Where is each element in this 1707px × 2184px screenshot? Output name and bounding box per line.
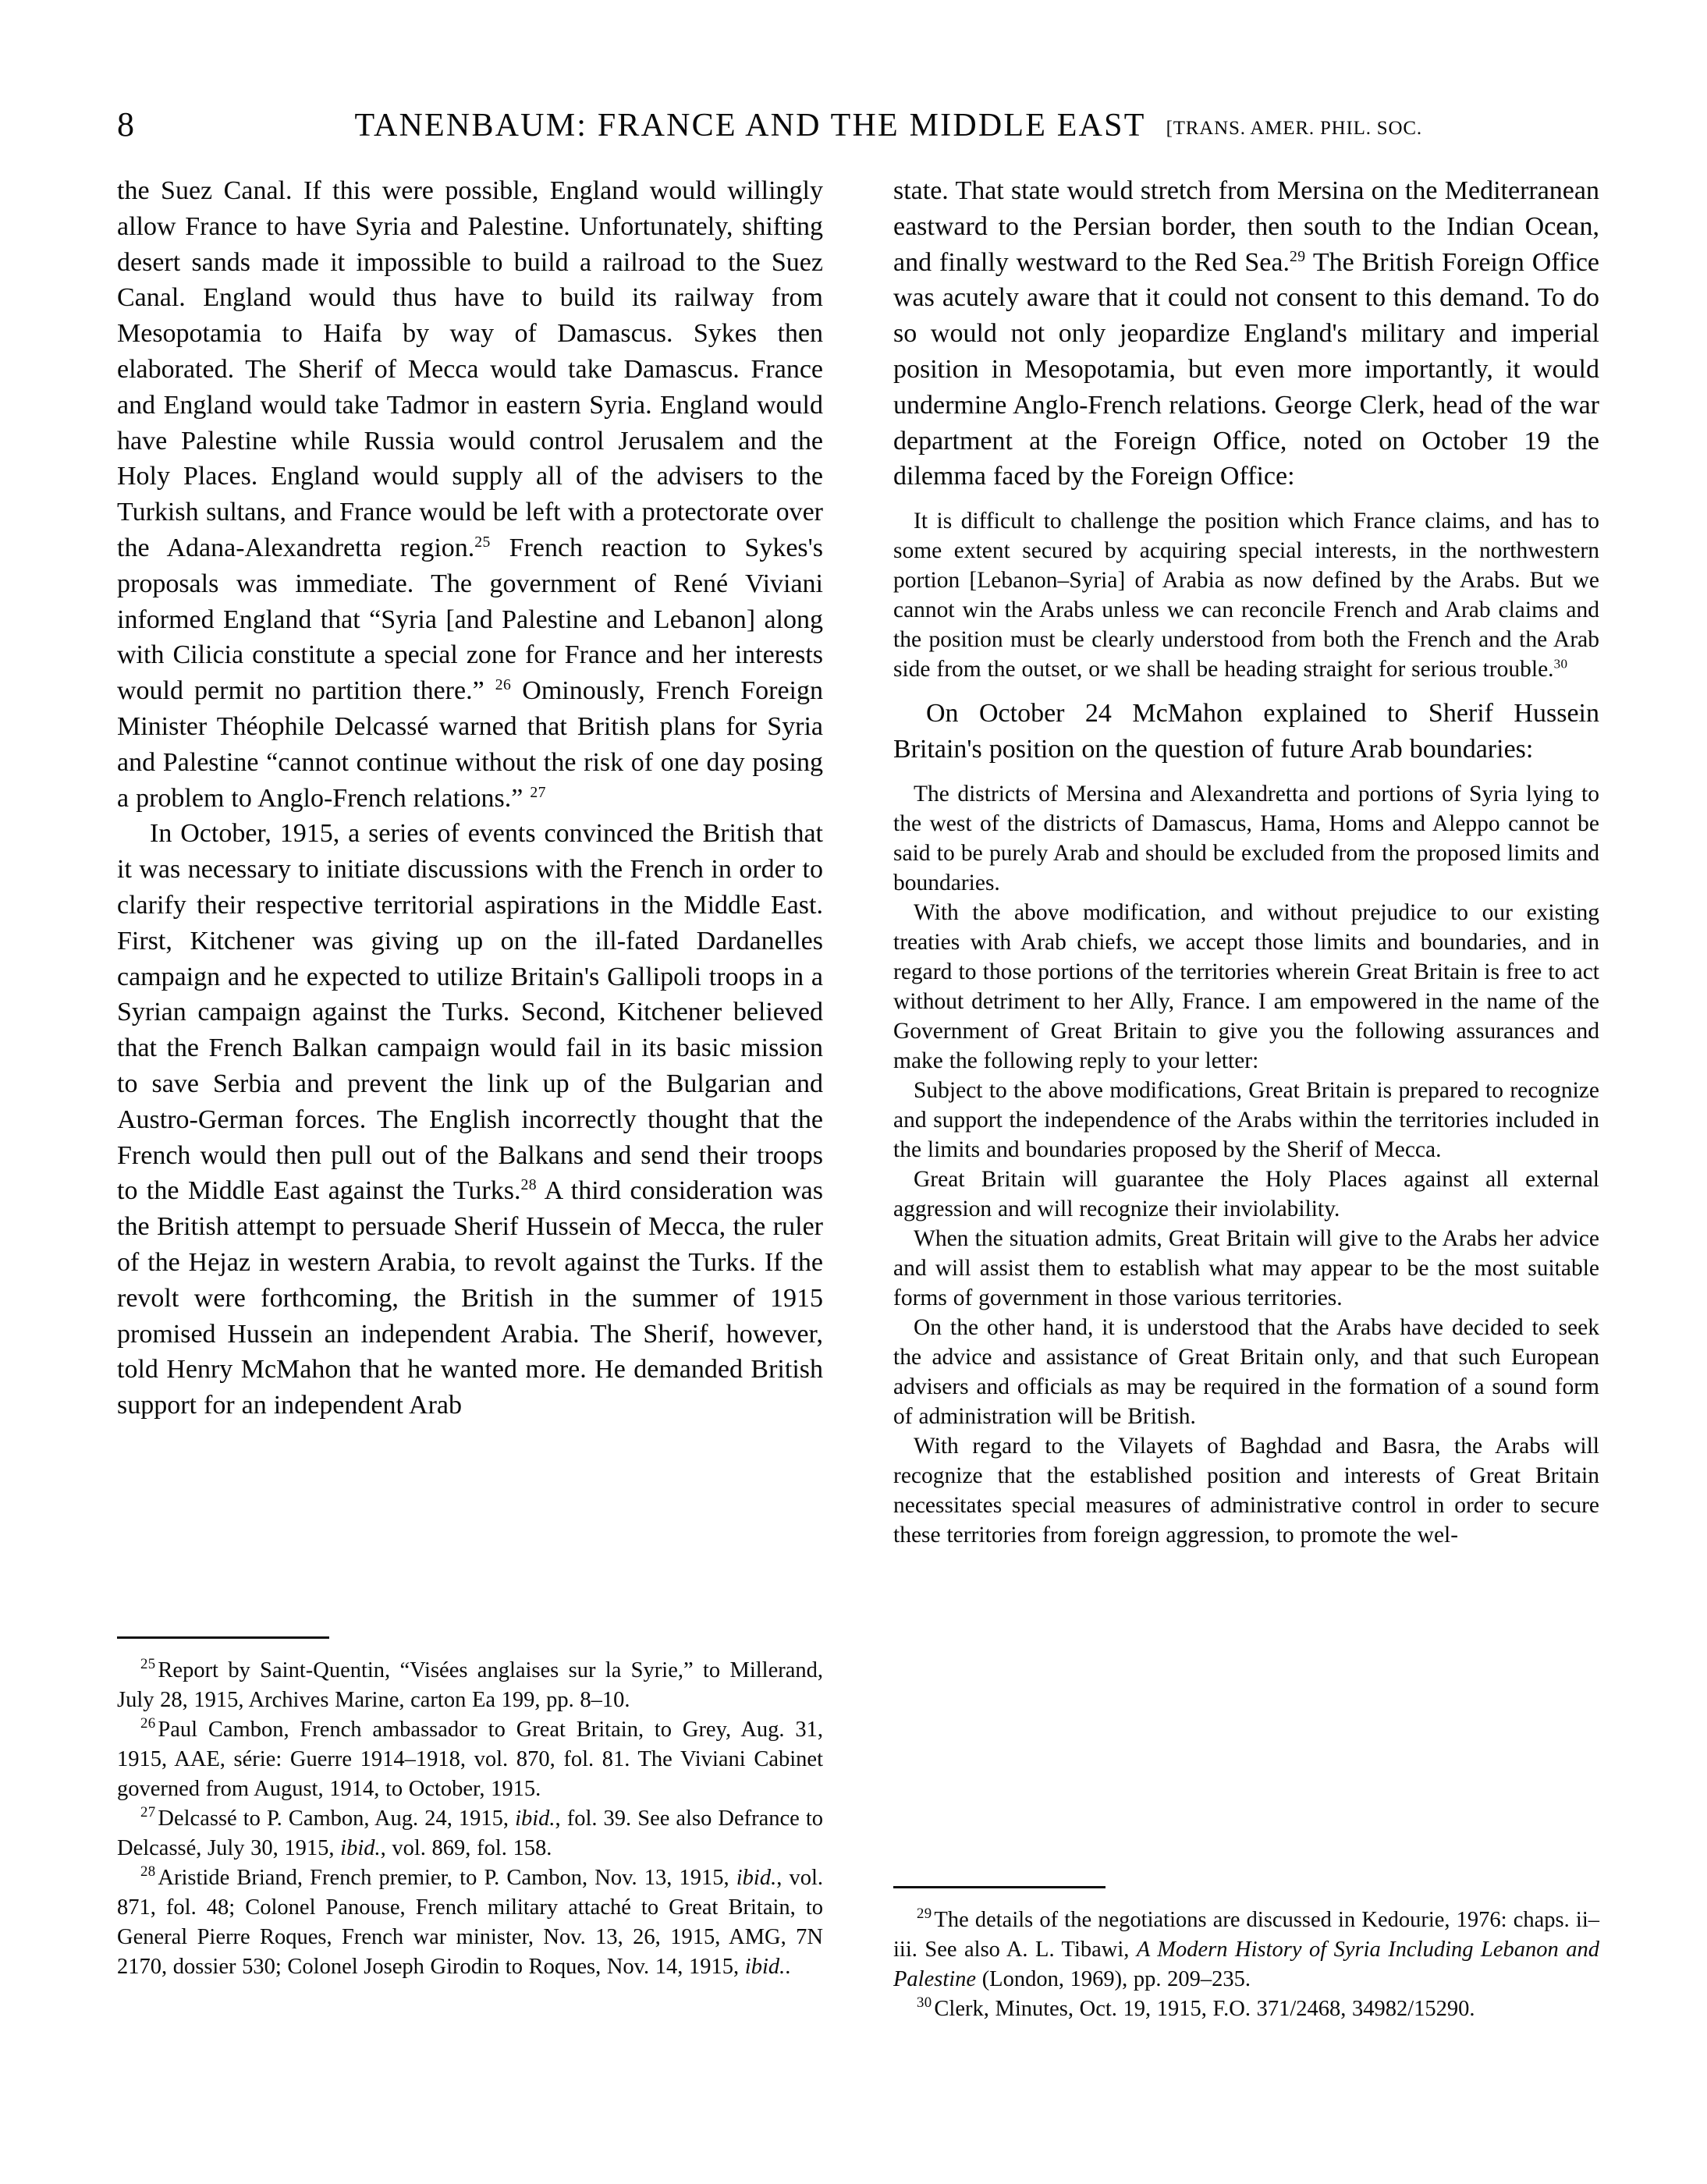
running-title: TANENBAUM: FRANCE AND THE MIDDLE EAST xyxy=(354,108,1146,144)
quote-text xyxy=(893,506,1599,684)
footnote-ref-30[interactable]: 30 xyxy=(1553,656,1568,672)
footnote-text: Paul Cambon, French ambassador to Great Britain, to Grey, Aug. 31, 1915, AAE, série: Guerre 1914–1918, vol. 870, fol. 81. The Viviani Cabinet governed from August, 1914, to October, 1915. xyxy=(117,1718,823,1801)
footnote-italic-text: ibid. xyxy=(515,1806,555,1831)
footnote-27 xyxy=(117,1804,823,1863)
footnote-text: Aristide Briand, French premier, to P. Cambon, Nov. 13, 1915, xyxy=(158,1866,736,1890)
footnote-italic-text: ibid. xyxy=(736,1866,777,1890)
footnote-ref-28[interactable]: 28 xyxy=(520,1176,538,1194)
footnote-number: 26 xyxy=(140,1715,156,1732)
block-quote-mcmahon-letter xyxy=(893,779,1599,1550)
footnote-text: , fol. 39. See also Defrance to Delcassé, July 30, 1915, xyxy=(117,1806,823,1860)
paragraph-text: The British Foreign Office was acutely aware that it could not consent to this demand. To do so would not only jeopardize England's military and imperial position in Mesopotamia, but even more importantly, it would undermine Anglo-French relations. George Clerk, head of the war department at the Foreign Office, noted on October 19 the dilemma faced by the Foreign Office: xyxy=(893,247,1599,491)
footnote-number: 28 xyxy=(140,1863,156,1881)
footnotes-right-column xyxy=(893,1886,1599,2024)
footnote-italic-text: ibid. xyxy=(340,1836,381,1860)
paragraph-text: state. That state would stretch from Mersina on the Mediterranean eastward to the Persian border, then south to the Indian Ocean, and finally westward to the Red Sea. xyxy=(893,176,1599,277)
footnote-text: The details of the negotiations are discussed in Kedourie, 1976: chaps. ii–iii. See also A. L. Tibawi, xyxy=(893,1908,1599,1962)
quote-paragraph: With regard to the Vilayets of Baghdad and Basra, the Arabs will recognize that the established position and interests of Great Britain necessitates special measures of administrative control in order to secure these territories from foreign aggression, to promote the wel- xyxy=(893,1433,1599,1548)
footnote-number: 27 xyxy=(140,1804,156,1821)
quote-paragraph: On the other hand, it is understood that the Arabs have decided to seek the advice and assistance of Great Britain only, and that such European advisers and officials as may be required in the formation of a sound form of administration will be British. xyxy=(893,1314,1599,1429)
footnote-text: , vol. 871, fol. 48; Colonel Panouse, French military attaché to Great Britain, to General Pierre Roques, French war minister, Nov. 13, 26, 1915, AMG, 7N 2170, dossier 530; Colonel Joseph Girodin to Roques, Nov. 14, 1915, xyxy=(117,1866,823,1979)
footnote-28 xyxy=(117,1863,823,1982)
footnote-text: Report by Saint-Quentin, “Visées anglaises sur la Syrie,” to Millerand, July 28, 1915, Archives Marine, carton Ea 199, pp. 8–10. xyxy=(117,1658,823,1712)
footnote-text: , vol. 869, fol. 158. xyxy=(380,1836,552,1860)
quote-paragraph: With the above modification, and without prejudice to our existing treaties with Arab chiefs, we accept those limits and boundaries, and in regard to those portions of the territories wherein Great Britain is free to act without detriment to her Ally, France. I am empowered in the name of the Government of Great Britain to give you the following assurances and make the following reply to your letter: xyxy=(893,899,1599,1073)
journal-citation: [TRANS. AMER. PHIL. SOC. xyxy=(1166,118,1422,139)
paragraph xyxy=(117,173,823,816)
footnote-number: 29 xyxy=(917,1906,932,1923)
footnote-number: 25 xyxy=(140,1656,156,1673)
paragraph-text: Ominously, French Foreign Minister Théophile Delcassé warned that British plans for Syria and Palestine “cannot continue without the risk of one day posing a problem to Anglo-French relations.” xyxy=(117,676,823,813)
paragraph xyxy=(117,816,823,1424)
footnote-number: 30 xyxy=(917,1994,932,2012)
quote-paragraph: Subject to the above modifications, Great Britain is prepared to recognize and support the independence of the Arabs within the territories included in the limits and boundaries proposed by the Sherif of Mecca. xyxy=(893,1077,1599,1162)
quote-body: It is difficult to challenge the position which France claims, and has to some extent secured by acquiring special interests, in the northwestern portion [Lebanon–Syria] of Arabia as now defined by the Arabs. But we cannot win the Arabs unless we can reconcile French and Arab claims and the position must be clearly understood from both the French and the Arab side from the outset, or we shall be heading straight for serious trouble. xyxy=(893,509,1599,682)
footnote-29 xyxy=(893,1906,1599,1994)
footnote-text: (London, 1969), pp. 209–235. xyxy=(976,1967,1251,1991)
left-column xyxy=(117,173,823,1550)
footnote-italic-text: A Modern History of Syria Including Lebanon and Palestine xyxy=(893,1938,1599,1991)
footnotes-left-column xyxy=(117,1636,823,1982)
paragraph xyxy=(893,173,1599,495)
footnote-text: Delcassé to P. Cambon, Aug. 24, 1915, xyxy=(158,1806,516,1831)
footnote-text: Clerk, Minutes, Oct. 19, 1915, F.O. 371/2468, 34982/15290. xyxy=(934,1997,1475,2021)
body-columns xyxy=(117,173,1599,1550)
footnote-list xyxy=(117,1656,823,1982)
footnote-30 xyxy=(893,1994,1599,2024)
paragraph: On October 24 McMahon explained to Sherif Hussein Britain's position on the question of future Arab boundaries: xyxy=(893,699,1599,764)
paragraph-text: French reaction to Sykes's proposals was immediate. The government of René Viviani informed England that “Syria [and Palestine and Lebanon] along with Cilicia constitute a special zone for France and her interests would permit no partition there.” xyxy=(117,533,824,706)
footnote-ref-29[interactable]: 29 xyxy=(1290,247,1306,265)
footnote-text: . xyxy=(785,1955,791,1979)
footnote-ref-26[interactable]: 26 xyxy=(495,675,512,693)
footnote-list xyxy=(893,1906,1599,2024)
paragraph-text: A third consideration was the British attempt to persuade Sherif Hussein of Mecca, the ruler of the Hejaz in western Arabia, to revolt against the Turks. If the revolt were forthcoming, the British in the summer of 1915 promised Hussein an independent Arabia. The Sherif, however, told Henry McMahon that he wanted more. He demanded British support for an independent Arab xyxy=(117,1176,824,1420)
page-number: 8 xyxy=(117,105,135,144)
paragraph-text: In October, 1915, a series of events convinced the British that it was necessary to initiate discussions with the French in order to clarify their respective territorial aspirations in the Middle East. First, Kitchener was giving up on the ill-fated Dardanelles campaign and he expected to utilize Britain's Gallipoli troops in a Syrian campaign against the Turks. Second, Kitchener believed that the French Balkan campaign would fail in its basic mission to save Serbia and prevent the link up of the Bulgarian and Austro-German forces. The English incorrectly thought that the French would then pull out of the Balkans and send their troops to the Middle East against the Turks. xyxy=(117,819,823,1206)
footnote-separator-rule xyxy=(893,1886,1105,1888)
quote-paragraph: When the situation admits, Great Britain will give to the Arabs her advice and will assist them to establish what may appear to be the most suitable forms of government in those various territories. xyxy=(893,1225,1599,1310)
footnote-25 xyxy=(117,1656,823,1715)
footnote-ref-27[interactable]: 27 xyxy=(530,783,546,801)
footnote-italic-text: ibid. xyxy=(744,1955,786,1979)
footnote-26 xyxy=(117,1715,823,1804)
paragraph-text: the Suez Canal. If this were possible, England would willingly allow France to have Syria and Palestine. Unfortunately, shifting desert sands made it impossible to build a railroad to the Suez Canal. England would thus have to build its railway from Mesopotamia to Haifa by way of Damascus. Sykes then elaborated. The Sherif of Mecca would take Damascus. France and England would take Tadmor in eastern Syria. England would have Palestine while Russia would control Jerusalem and the Holy Places. England would supply all of the advisers to the Turkish sultans, and France would be left with a protectorate over the Adana-Alexandretta region. xyxy=(117,176,823,562)
right-column xyxy=(893,173,1599,1550)
quote-paragraph: The districts of Mersina and Alexandretta and portions of Syria lying to the west of the districts of Damascus, Hama, Homs and Aleppo cannot be said to be purely Arab and should be excluded from the proposed limits and boundaries. xyxy=(893,781,1599,895)
footnote-separator-rule xyxy=(117,1636,329,1639)
footnote-ref-25[interactable]: 25 xyxy=(474,533,491,551)
running-head xyxy=(117,105,1599,151)
quote-paragraph: Great Britain will guarantee the Holy Places against all external aggression and will recognize their inviolability. xyxy=(893,1166,1599,1221)
block-quote-clerk-minutes xyxy=(893,506,1599,684)
